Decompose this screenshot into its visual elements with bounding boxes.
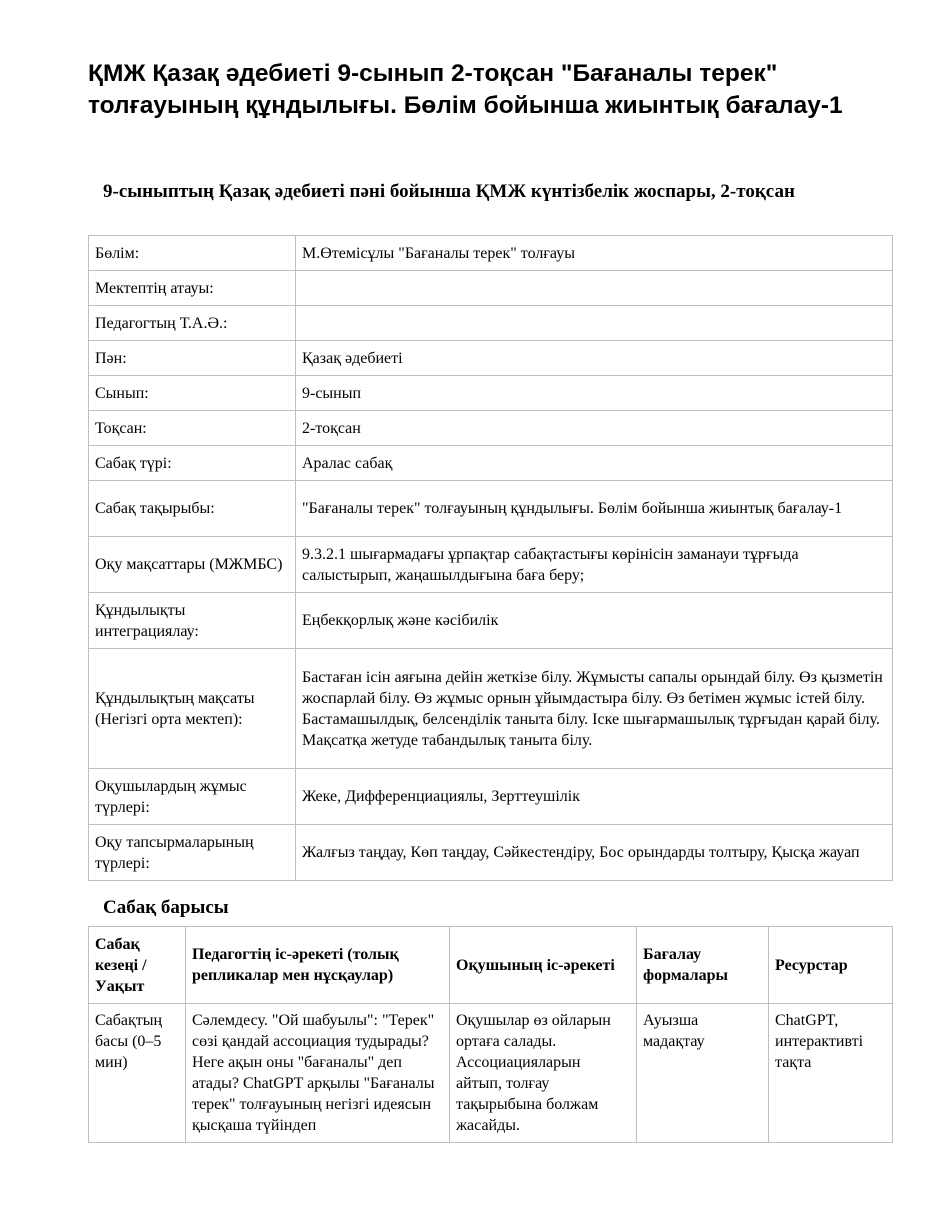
info-value [296, 306, 893, 341]
info-label: Құндылықты интеграциялау: [89, 593, 296, 649]
cell-assessment: Ауызша мадақтау [637, 1004, 769, 1143]
plan-subtitle: 9-сыныптың Қазақ әдебиеті пәні бойынша ҚМЖ күнтізбелік жоспары, 2-тоқсан [103, 181, 795, 202]
table-row [89, 271, 893, 306]
table-row [89, 411, 893, 446]
table-row [89, 481, 893, 537]
info-value: 2-тоқсан [296, 411, 893, 446]
info-label: Сынып: [89, 376, 296, 411]
info-label: Сабақ тақырыбы: [89, 481, 296, 537]
column-header-student: Оқушының іс-әрекеті [450, 927, 637, 1004]
table-row [89, 446, 893, 481]
table-row [89, 649, 893, 769]
info-label: Педагогтың Т.А.Ә.: [89, 306, 296, 341]
info-label: Мектептің атауы: [89, 271, 296, 306]
info-label: Бөлім: [89, 236, 296, 271]
lesson-flow-heading: Сабақ барысы [103, 897, 229, 918]
table-row [89, 825, 893, 881]
table-header-row [89, 927, 893, 1004]
table-row [89, 769, 893, 825]
info-label: Оқу мақсаттары (МЖМБС) [89, 537, 296, 593]
info-label: Оқушылардың жұмыс түрлері: [89, 769, 296, 825]
info-value: "Бағаналы терек" толғауының құндылығы. Бөлім бойынша жиынтық бағалау-1 [296, 481, 893, 537]
info-value: Жеке, Дифференциациялы, Зерттеушілік [296, 769, 893, 825]
table-row [89, 593, 893, 649]
info-label: Сабақ түрі: [89, 446, 296, 481]
cell-resources: ChatGPT, интерактивті тақта [769, 1004, 893, 1143]
cell-teacher: Сәлемдесу. "Ой шабуылы": "Терек" сөзі қандай ассоциация тудырады? Неге ақын оны "бағаналы" деп атады? ChatGPT арқылы "Бағаналы терек" толғауының негізгі идеясын қысқаша түйіндеп [186, 1004, 450, 1143]
column-header-resources: Ресурстар [769, 927, 893, 1004]
info-value: Бастаған ісін аяғына дейін жеткізе білу. Жұмысты сапалы орындай білу. Өз қызметін жоспарлай білу. Өз жұмыс орнын ұйымдастыра білу. Өз бетімен жұмыс істей білу. Бастамашылдық, белсенділік таныта білу. Іске шығармашылық тұрғыдан қарай білу. Мақсатқа жетуде табандылық таныта білу. [296, 649, 893, 769]
info-label: Тоқсан: [89, 411, 296, 446]
lesson-flow-table [88, 926, 893, 1143]
info-value: Жалғыз таңдау, Көп таңдау, Сәйкестендіру, Бос орындарды толтыру, Қысқа жауап [296, 825, 893, 881]
column-header-assessment: Бағалау формалары [637, 927, 769, 1004]
info-label: Құндылықтың мақсаты (Негізгі орта мектеп): [89, 649, 296, 769]
column-header-teacher: Педагогтің іс-әрекеті (толық репликалар мен нұсқаулар) [186, 927, 450, 1004]
table-row [89, 236, 893, 271]
info-value: Қазақ әдебиеті [296, 341, 893, 376]
column-header-stage: Сабақ кезеңі / Уақыт [89, 927, 186, 1004]
cell-stage: Сабақтың басы (0–5 мин) [89, 1004, 186, 1143]
info-value [296, 271, 893, 306]
info-label: Оқу тапсырмаларының түрлері: [89, 825, 296, 881]
table-row [89, 537, 893, 593]
info-label: Пән: [89, 341, 296, 376]
info-value: 9.3.2.1 шығармадағы ұрпақтар сабақтастығы көрінісін заманауи тұрғыда салыстырып, жаңашылдығына баға беру; [296, 537, 893, 593]
table-row [89, 376, 893, 411]
info-value: 9-сынып [296, 376, 893, 411]
table-row [89, 306, 893, 341]
info-value: М.Өтемісұлы "Бағаналы терек" толғауы [296, 236, 893, 271]
lesson-info-table [88, 235, 893, 881]
cell-student: Оқушылар өз ойларын ортаға салады. Ассоциацияларын айтып, толғау тақырыбына болжам жасайды. [450, 1004, 637, 1143]
table-row [89, 1004, 893, 1143]
document-title: ҚМЖ Қазақ әдебиеті 9-сынып 2-тоқсан "Бағаналы терек" толғауының құндылығы. Бөлім бойынша жиынтық бағалау-1 [88, 60, 843, 119]
table-row [89, 341, 893, 376]
info-value: Аралас сабақ [296, 446, 893, 481]
info-value: Еңбекқорлық және кәсібилік [296, 593, 893, 649]
